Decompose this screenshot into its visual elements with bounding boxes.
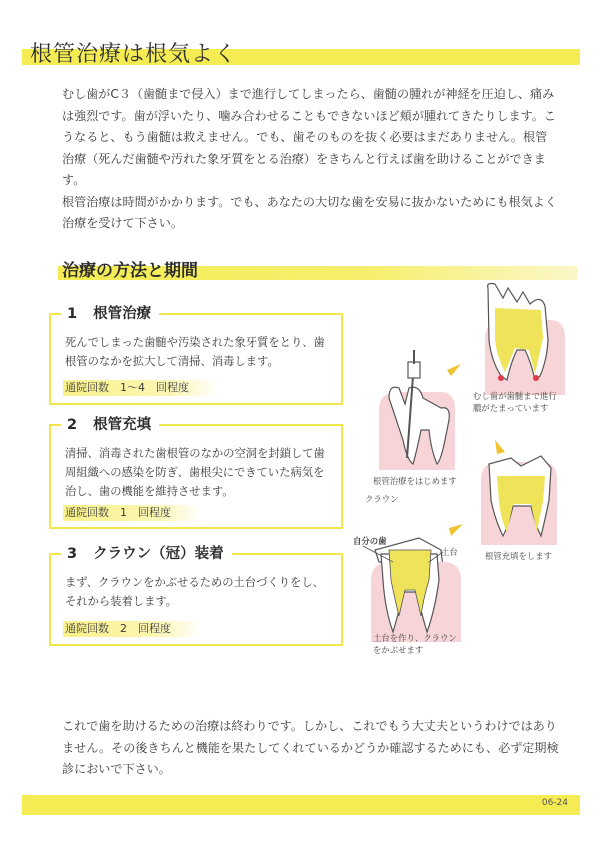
- footer-bar: [22, 795, 580, 815]
- label-core: 土台: [441, 547, 458, 557]
- step-1-body: 死んでしまった歯髄や汚染された象牙質をとり、歯根管のなかを拡大して清掃、消毒します。: [65, 336, 325, 368]
- label-crown: クラウン: [365, 494, 399, 504]
- title-bar: [22, 37, 580, 67]
- intro-paragraph-1: むし歯がC３（歯髄まで侵入）まで進行してしまったら、歯髄の腫れが神経を圧迫し、痛みは強烈です。歯が浮いたり、噛み合わせることもできないほど頬が腫れてきたりします。こうなると、もう歯髄は救えません。でも、歯そのものを抜く必要はまだありません。根管治療（死んだ歯髄や汚れた象牙質をとる治療）をきちんと行えば歯を助けることができます。: [62, 87, 556, 187]
- label-own-tooth: 自分の歯: [353, 536, 387, 546]
- caption-crown: [373, 632, 457, 656]
- caption-crown-line-1: 土台を作り、クラウン: [373, 633, 457, 643]
- root-filling-figure: [481, 456, 557, 545]
- step-2-visits: 通院回数 1 回程度: [63, 505, 201, 521]
- step-3-title: クラウン（冠）装着: [93, 546, 224, 562]
- page-title: 根管治療は根気よく: [30, 42, 238, 67]
- step-1-title: 根管治療: [93, 306, 152, 322]
- step-1-visits: 通院回数 1～4 回程度: [63, 380, 219, 396]
- step-2-title: 根管充填: [93, 417, 152, 433]
- section-title: 治療の方法と期間: [62, 261, 198, 281]
- arrow-2: [495, 440, 505, 454]
- arrow-1: [447, 364, 461, 376]
- page-number: 06-24: [541, 798, 568, 808]
- step-1-heading: [61, 302, 159, 323]
- step-1-box: [49, 306, 343, 405]
- step-3-heading: [61, 542, 232, 563]
- caption-fill: 根管充填をします: [485, 551, 552, 561]
- step-3-body: まず、クラウンをかぶせるための土台づくりをし、それから装着します。: [65, 576, 324, 608]
- step-2-body: 清掃、消毒された歯根管のなかの空洞を封鎖して歯周組織への感染を防ぎ、歯根尖にできていた病気を治し、歯の機能を維持させます。: [65, 447, 325, 498]
- intro-text: [62, 84, 557, 235]
- caption-decay: [473, 390, 557, 414]
- step-1-number: 1: [67, 306, 78, 322]
- step-3-visits: 通院回数 2 回程度: [63, 621, 201, 637]
- tooth-diagram: [345, 280, 585, 660]
- step-3-box: [49, 546, 343, 646]
- root-canal-start-figure: [379, 350, 455, 470]
- step-2-heading: [61, 413, 159, 434]
- outro-text: これで歯を助けるための治療は終わりです。しかし、これでもう大丈夫というわけではありません。その後きちんと機能を果たしてくれているかどうか確認するためにも、必ず定期検診においで下さい。: [62, 719, 559, 776]
- arrow-3: [449, 524, 463, 536]
- intro-paragraph-2: 根管治療は時間がかかります。でも、あなたの大切な歯を安易に抜かないためにも根気よく治療を受けて下さい。: [62, 194, 557, 230]
- step-3-number: 3: [67, 546, 78, 562]
- step-2-number: 2: [67, 417, 78, 433]
- caption-start: 根管治療をはじめます: [373, 476, 457, 486]
- caption-crown-line-2: をかぶせます: [373, 645, 424, 655]
- treatment-illustration: [345, 280, 585, 660]
- step-2-box: [49, 417, 343, 529]
- caption-decay-line-2: 膿がたまっています: [473, 403, 549, 413]
- decayed-tooth-figure: [485, 284, 565, 396]
- caption-decay-line-1: むし歯が歯髄まで進行: [473, 391, 557, 401]
